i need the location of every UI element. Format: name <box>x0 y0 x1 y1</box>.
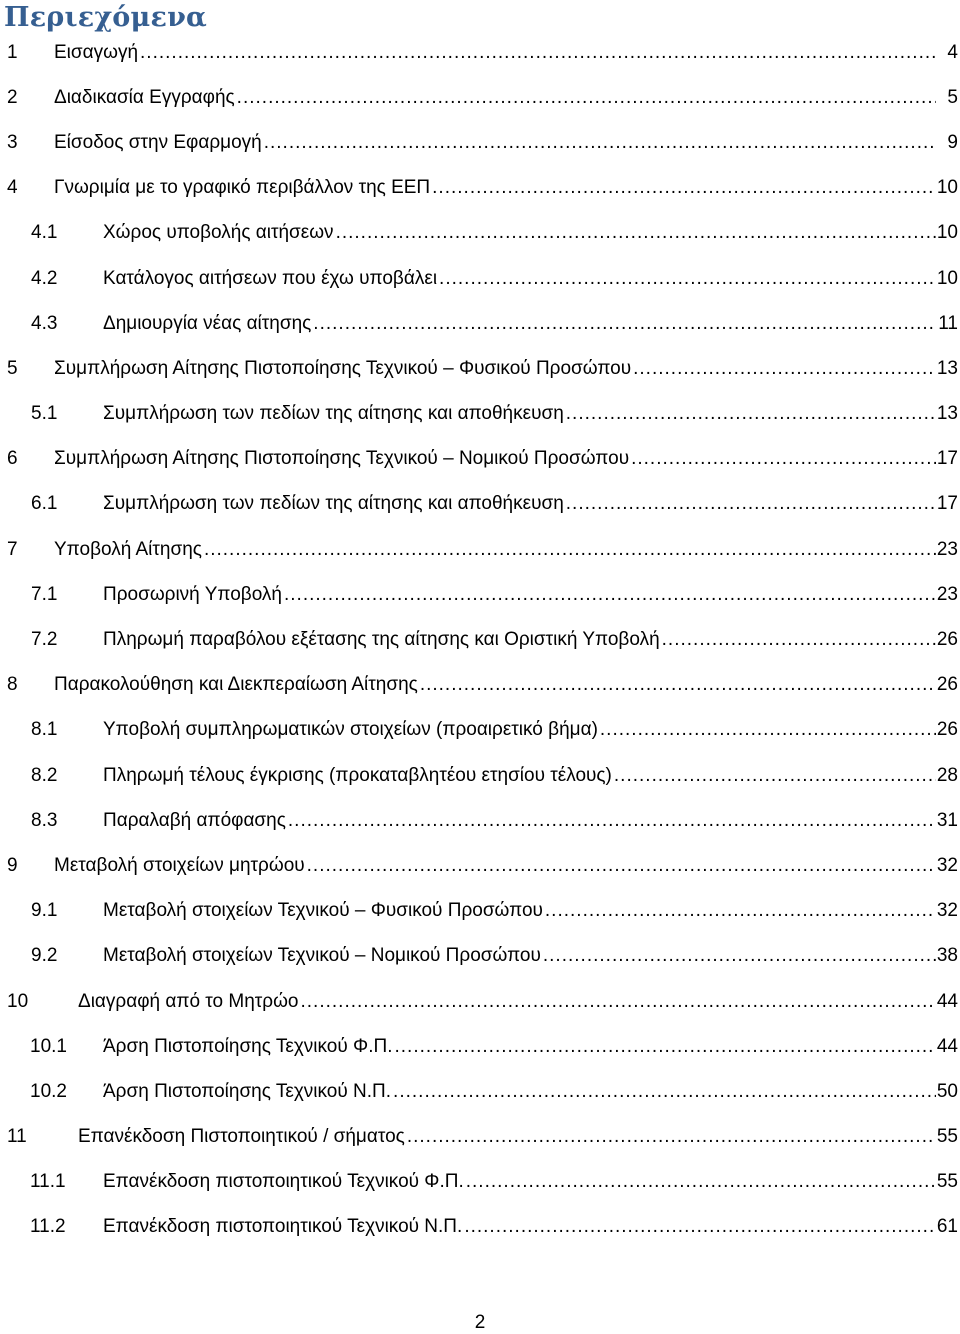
toc-entry[interactable] <box>0 979 960 1024</box>
toc-entry-line[interactable] <box>78 1125 936 1149</box>
toc-entry-number: 10 <box>7 990 29 1012</box>
toc-entry[interactable] <box>0 753 960 798</box>
toc-entry[interactable] <box>0 1115 960 1160</box>
toc-entry-page[interactable]: 9 <box>947 131 958 153</box>
toc-entry-title[interactable]: Υποβολή Αίτησης <box>54 538 202 560</box>
toc-entry-title[interactable]: Παρακολούθηση και Διεκπεραίωση Αίτησης <box>54 674 418 696</box>
toc-entry[interactable] <box>0 663 960 708</box>
toc-dot-leader <box>313 312 936 336</box>
toc-entry-number: 9 <box>7 854 18 876</box>
toc-entry-page[interactable]: 11 <box>938 312 958 334</box>
toc-entry-page[interactable]: 4 <box>947 41 958 63</box>
toc-title: Περιεχόμενα <box>4 2 207 33</box>
toc-dot-leader <box>464 1215 936 1239</box>
toc-entry-number: 8.1 <box>31 719 58 741</box>
toc-entry[interactable] <box>0 934 960 979</box>
toc-dot-leader <box>600 718 936 742</box>
toc-entry-page[interactable]: 44 <box>936 990 958 1012</box>
toc-entry-page[interactable]: 28 <box>936 764 958 786</box>
toc-entry[interactable] <box>0 1069 960 1114</box>
toc-entry-number: 1 <box>7 41 18 63</box>
toc-dot-leader <box>394 1035 936 1059</box>
toc-dot-leader <box>543 944 936 968</box>
toc-entry[interactable] <box>0 120 960 165</box>
toc-dot-leader <box>336 221 936 245</box>
toc-entry-line[interactable] <box>54 854 936 878</box>
toc-entry-title[interactable]: Συμπλήρωση των πεδίων της αίτησης και αποθήκευση <box>103 493 564 515</box>
toc-entry-page[interactable]: 17 <box>936 448 958 470</box>
toc-entry-page[interactable]: 61 <box>936 1216 958 1238</box>
toc-entry-line[interactable] <box>103 718 936 742</box>
toc-entry-page[interactable]: 32 <box>936 900 958 922</box>
toc-entry-number: 3 <box>7 131 18 153</box>
toc-entry[interactable] <box>0 798 960 843</box>
toc-entry-line[interactable] <box>103 1170 936 1194</box>
toc-dot-leader <box>301 990 937 1014</box>
toc-entry-line[interactable] <box>103 1035 936 1059</box>
toc-entry-number: 2 <box>7 86 18 108</box>
toc-entry-title[interactable]: Υποβολή συμπληρωματικών στοιχείων (προαιρετικό βήμα) <box>103 719 598 741</box>
toc-dot-leader <box>633 357 936 381</box>
toc-entry[interactable] <box>0 392 960 437</box>
toc-entry-title[interactable]: Επανέκδοση πιστοποιητικού Τεχνικού Φ.Π. <box>103 1171 464 1193</box>
toc-entry-title[interactable]: Γνωριμία με το γραφικό περιβάλλον της ΕΕΠ <box>54 177 431 199</box>
toc-entry[interactable] <box>0 301 960 346</box>
toc-entry-number: 11 <box>7 1126 27 1148</box>
toc-entry[interactable] <box>0 346 960 391</box>
toc-entry-line[interactable] <box>54 41 936 65</box>
toc-entry-line[interactable] <box>54 176 936 200</box>
toc-entry-number: 9.1 <box>31 900 58 922</box>
toc-dot-leader <box>432 176 936 200</box>
toc-entry-title[interactable]: Κατάλογος αιτήσεων που έχω υποβάλει <box>103 267 438 289</box>
toc-dot-leader <box>545 899 936 923</box>
toc-entry-title[interactable]: Άρση Πιστοποίησης Τεχνικού Ν.Π. <box>103 1080 392 1102</box>
toc-dot-leader <box>264 131 936 155</box>
toc-entry-number: 9.2 <box>31 945 58 967</box>
toc-entry-title[interactable]: Συμπλήρωση των πεδίων της αίτησης και αποθήκευση <box>103 403 564 425</box>
toc-list <box>0 30 960 1250</box>
toc-entry-page[interactable]: 17 <box>936 493 958 515</box>
toc-entry[interactable] <box>0 166 960 211</box>
toc-entry-line[interactable] <box>54 447 936 471</box>
toc-entry-line[interactable] <box>103 899 936 923</box>
toc-entry-title[interactable]: Μεταβολή στοιχείων Τεχνικού – Φυσικού Προσώπου <box>103 900 543 922</box>
toc-entry-number: 4.2 <box>31 267 58 289</box>
toc-dot-leader <box>407 1125 936 1149</box>
page-number: 2 <box>474 1312 486 1333</box>
toc-entry-number: 7.2 <box>31 629 58 651</box>
toc-entry-page[interactable]: 10 <box>936 177 958 199</box>
toc-entry-title[interactable]: Πληρωμή τέλους έγκρισης (προκαταβλητέου ετησίου τέλους) <box>103 764 612 786</box>
toc-entry-page[interactable]: 10 <box>936 222 958 244</box>
toc-entry-number: 5 <box>7 357 18 379</box>
toc-entry-page[interactable]: 13 <box>936 357 958 379</box>
toc-entry-page[interactable]: 55 <box>936 1171 958 1193</box>
toc-dot-leader <box>288 809 936 833</box>
toc-entry-number: 7.1 <box>31 583 58 605</box>
toc-entry-title[interactable]: Άρση Πιστοποίησης Τεχνικού Φ.Π. <box>103 1035 393 1057</box>
toc-entry-line[interactable] <box>103 221 936 245</box>
toc-entry[interactable] <box>0 617 960 662</box>
toc-entry-title[interactable]: Είσοδος στην Εφαρμογή <box>54 131 262 153</box>
toc-entry-page[interactable]: 55 <box>936 1126 958 1148</box>
toc-entry[interactable] <box>0 75 960 120</box>
toc-entry-page[interactable]: 50 <box>936 1080 958 1102</box>
toc-entry-line[interactable] <box>103 267 936 291</box>
toc-entry-title[interactable]: Μεταβολή στοιχείων Τεχνικού – Νομικού Προσώπου <box>103 945 541 967</box>
toc-entry[interactable] <box>0 482 960 527</box>
toc-entry-line[interactable] <box>103 628 936 652</box>
toc-entry-line[interactable] <box>54 673 936 697</box>
toc-entry-page[interactable]: 5 <box>947 86 958 108</box>
toc-entry-title[interactable]: Δημιουργία νέας αίτησης <box>103 312 312 334</box>
toc-dot-leader <box>439 267 936 291</box>
toc-entry-line[interactable] <box>103 583 936 607</box>
toc-entry-page[interactable]: 23 <box>936 538 958 560</box>
toc-entry-line[interactable] <box>103 809 936 833</box>
toc-entry-line[interactable] <box>78 990 936 1014</box>
toc-entry[interactable] <box>0 1205 960 1250</box>
toc-dot-leader <box>420 673 936 697</box>
toc-dot-leader <box>284 583 936 607</box>
toc-entry-title[interactable]: Διαγραφή από το Μητρώο <box>78 990 299 1012</box>
toc-entry-title[interactable]: Πληρωμή παραβόλου εξέτασης της αίτησης και Οριστική Υποβολή <box>103 629 660 651</box>
toc-entry[interactable] <box>0 437 960 482</box>
toc-entry-page[interactable]: 26 <box>936 719 958 741</box>
toc-entry-number: 6 <box>7 448 18 470</box>
toc-entry-line[interactable] <box>103 312 936 336</box>
toc-entry[interactable] <box>0 527 960 572</box>
toc-entry-title[interactable]: Διαδικασία Εγγραφής <box>54 86 235 108</box>
toc-entry[interactable] <box>0 843 960 888</box>
toc-entry-title[interactable]: Μεταβολή στοιχείων μητρώου <box>54 854 305 876</box>
toc-entry-line[interactable] <box>103 944 936 968</box>
toc-entry-title[interactable]: Επανέκδοση Πιστοποιητικού / σήματος <box>78 1126 405 1148</box>
toc-entry-number: 4 <box>7 177 18 199</box>
toc-entry-number: 11.1 <box>30 1171 66 1193</box>
toc-entry-title[interactable]: Συμπλήρωση Αίτησης Πιστοποίησης Τεχνικού – Φυσικού Προσώπου <box>54 357 632 379</box>
toc-dot-leader <box>237 86 936 110</box>
toc-entry[interactable] <box>0 708 960 753</box>
toc-dot-leader <box>204 538 936 562</box>
toc-entry-page[interactable]: 26 <box>936 674 958 696</box>
toc-entry-title[interactable]: Συμπλήρωση Αίτησης Πιστοποίησης Τεχνικού – Νομικού Προσώπου <box>54 448 630 470</box>
toc-dot-leader <box>631 447 936 471</box>
toc-entry-line[interactable] <box>54 86 936 110</box>
toc-entry-page[interactable]: 26 <box>936 629 958 651</box>
toc-dot-leader <box>566 492 936 516</box>
toc-entry-line[interactable] <box>54 357 936 381</box>
toc-dot-leader <box>662 628 936 652</box>
toc-entry-number: 10.1 <box>30 1035 67 1057</box>
toc-entry[interactable] <box>0 572 960 617</box>
toc-dot-leader <box>614 764 936 788</box>
toc-entry-page[interactable]: 23 <box>936 583 958 605</box>
toc-entry-line[interactable] <box>103 492 936 516</box>
toc-entry-page[interactable]: 10 <box>936 267 958 289</box>
toc-dot-leader <box>393 1080 936 1104</box>
toc-entry-line[interactable] <box>103 1080 936 1104</box>
toc-dot-leader <box>140 41 936 65</box>
toc-entry-line[interactable] <box>103 402 936 426</box>
toc-entry-number: 4.1 <box>31 222 58 244</box>
toc-entry-number: 4.3 <box>31 312 58 334</box>
toc-entry-line[interactable] <box>54 131 936 155</box>
toc-entry-number: 8.2 <box>31 764 58 786</box>
toc-entry-number: 11.2 <box>30 1216 66 1238</box>
toc-entry-number: 6.1 <box>31 493 58 515</box>
toc-entry-title[interactable]: Εισαγωγή <box>54 41 139 63</box>
toc-entry-line[interactable] <box>103 764 936 788</box>
toc-entry[interactable] <box>0 256 960 301</box>
toc-dot-leader <box>466 1170 936 1194</box>
toc-dot-leader <box>307 854 936 878</box>
toc-entry-number: 7 <box>7 538 18 560</box>
toc-entry-title[interactable]: Χώρος υποβολής αιτήσεων <box>103 222 334 244</box>
toc-entry[interactable] <box>0 211 960 256</box>
toc-entry-title[interactable]: Παραλαβή απόφασης <box>103 809 286 831</box>
toc-entry-number: 8.3 <box>31 809 58 831</box>
toc-entry[interactable] <box>0 1160 960 1205</box>
toc-entry-number: 5.1 <box>31 403 58 425</box>
toc-entry-number: 8 <box>7 674 18 696</box>
toc-entry-page[interactable]: 44 <box>936 1035 958 1057</box>
toc-entry[interactable] <box>0 30 960 75</box>
toc-entry[interactable] <box>0 889 960 934</box>
toc-entry-page[interactable]: 31 <box>936 809 958 831</box>
toc-entry-page[interactable]: 38 <box>936 945 958 967</box>
toc-dot-leader <box>566 402 936 426</box>
toc-entry[interactable] <box>0 1024 960 1069</box>
toc-entry-title[interactable]: Επανέκδοση πιστοποιητικού Τεχνικού Ν.Π. <box>103 1216 463 1238</box>
toc-entry-number: 10.2 <box>30 1080 67 1102</box>
toc-entry-line[interactable] <box>103 1215 936 1239</box>
toc-entry-title[interactable]: Προσωρινή Υποβολή <box>103 583 282 605</box>
toc-entry-page[interactable]: 13 <box>936 403 958 425</box>
toc-entry-line[interactable] <box>54 538 936 562</box>
toc-entry-page[interactable]: 32 <box>936 854 958 876</box>
